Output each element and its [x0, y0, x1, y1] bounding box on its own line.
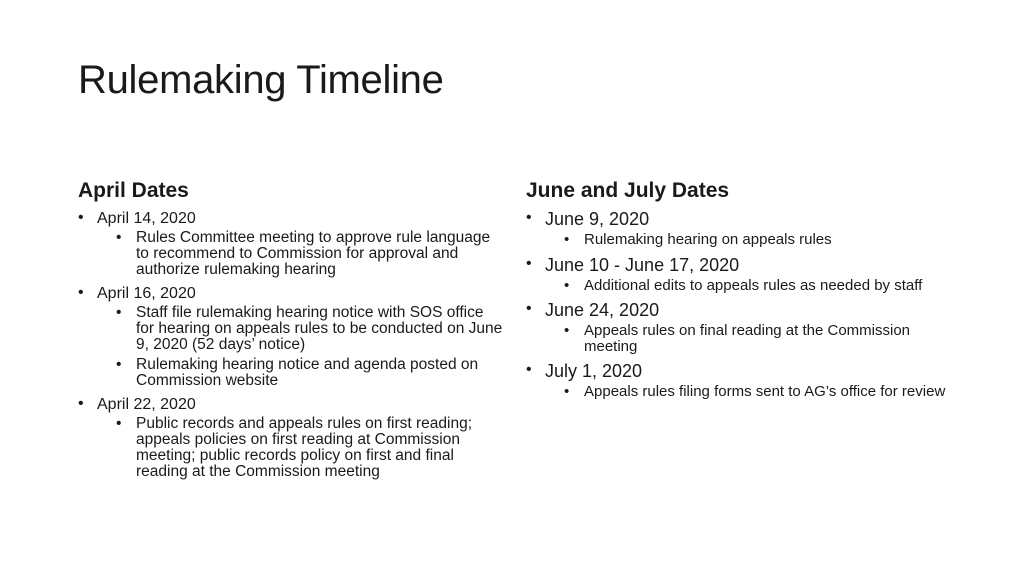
- april-heading: April Dates: [78, 179, 189, 202]
- list-item: [526, 209, 956, 248]
- date-label: June 9, 2020: [545, 209, 650, 230]
- detail-item: • Rulemaking hearing on appeals rules: [564, 232, 956, 248]
- april-column: [78, 178, 503, 486]
- list-item: [526, 255, 956, 294]
- date-label: April 14, 2020: [97, 210, 196, 228]
- list-item: [526, 361, 956, 400]
- june-july-list: [526, 209, 956, 400]
- detail-item: • Public records and appeals rules on first reading; appeals policies on first reading at Commission meeting; public records policy on first and final reading at the Commission meeting: [116, 416, 503, 480]
- detail-item: • Additional edits to appeals rules as needed by staff: [564, 278, 956, 294]
- detail-item: • Rulemaking hearing notice and agenda posted on Commission website: [116, 357, 503, 389]
- detail-item: • Appeals rules on final reading at the Commission meeting: [564, 323, 956, 354]
- date-label: June 24, 2020: [545, 300, 660, 321]
- april-list: [78, 209, 503, 480]
- slide-title: Rulemaking Timeline: [78, 58, 444, 102]
- list-item: [78, 209, 503, 278]
- date-label: July 1, 2020: [545, 361, 643, 382]
- list-item: [78, 284, 503, 389]
- date-label: June 10 - June 17, 2020: [545, 254, 740, 275]
- detail-item: • Appeals rules filing forms sent to AG’s office for review: [564, 384, 956, 400]
- list-item: [526, 300, 956, 354]
- detail-item: • Rules Committee meeting to approve rule language to recommend to Commission for approval and authorize rulemaking hearing: [116, 230, 503, 278]
- date-label: April 16, 2020: [97, 285, 196, 303]
- list-item: [78, 395, 503, 480]
- june-july-column: [526, 178, 956, 407]
- detail-item: • Staff file rulemaking hearing notice with SOS office for hearing on appeals rules to be conducted on June 9, 2020 (52 days’ notice): [116, 305, 503, 353]
- june-july-heading: June and July Dates: [526, 179, 730, 202]
- date-label: April 22, 2020: [97, 396, 196, 414]
